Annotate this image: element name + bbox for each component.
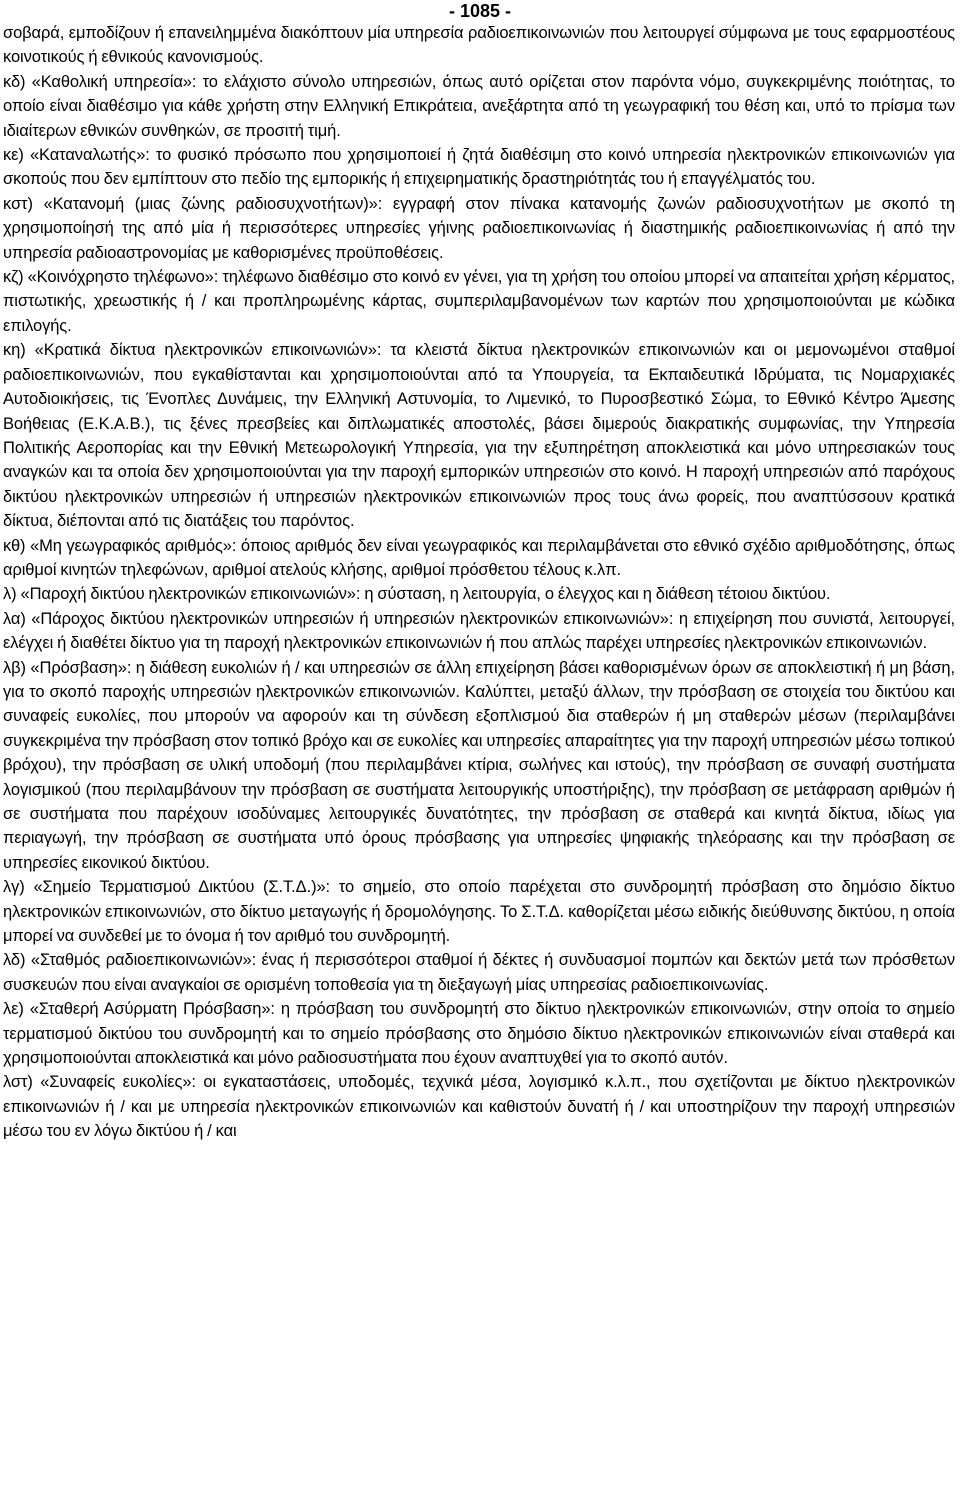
paragraph-kd: κδ) «Καθολική υπηρεσία»: το ελάχιστο σύνολο υπηρεσιών, όπως αυτό ορίζεται στον παρόντα νόμο, συγκεκριμένης ποιότητας, το οποίο είναι διαθέσιμο για κάθε χρήστη στην Ελληνική Επικράτεια, ανεξάρτητα από τη γεωγραφική του θέση και, υπό το πρίσμα των ιδιαίτερων εθνικών συνθηκών, σε προσιτή τιμή.	[3, 72, 955, 140]
paragraph-ld: λδ) «Σταθμός ραδιοεπικοινωνιών»: ένας ή περισσότεροι σταθμοί ή δέκτες ή συνδυασμοί πομπών και δεκτών μετά των πρόσθετων συσκευών που είναι αναγκαίοι σε ορισμένη τοποθεσία για τη διεξαγωγή μίας υπηρεσίας ραδιοεπικοινωνίας.	[3, 951, 955, 994]
paragraph-lb: λβ) «Πρόσβαση»: η διάθεση ευκολιών ή / και υπηρεσιών σε άλλη επιχείρηση βάσει καθορισμένων όρων σε αποκλειστική ή μη βάση, για το σκοπό παροχής υπηρεσιών ηλεκτρονικών επικοινωνιών. Καλύπτει, μεταξύ άλλων, την πρόσβαση σε στοιχεία του δικτύου και συναφείς ευκολίες, που μπορούν να αφορούν και τη σύνδεση εξοπλισμού δια σταθερών ή μη σταθερών μέσων (περιλαμβάνει συγκεκριμένα την πρόσβαση στον τοπικό βρόχο και σε ευκολίες και υπηρεσίες απαραίτητες για την παροχή υπηρεσιών μέσω τοπικού βρόχου), την πρόσβαση σε υλική υποδομή (που περιλαμβάνει κτίρια, σωλήνες και ιστούς), την πρόσβαση σε συναφή συστήματα λογισμικού (που περιλαμβάνουν την πρόσβαση σε συστήματα λειτουργικής υποστήριξης), την πρόσβαση σε μετάφραση αριθμών ή σε συστήματα που παρέχουν ισοδύναμες λειτουργικές δυνατότητες, την πρόσβαση σε σταθερά και κινητά δίκτυα, ιδίως για περιαγωγή, την πρόσβαση σε συστήματα υπό όρους πρόσβασης για υπηρεσίες ψηφιακής τηλεόρασης και την πρόσβαση σε υπηρεσίες εικονικού δικτύου.	[3, 658, 955, 872]
paragraph-kz: κζ) «Κοινόχρηστο τηλέφωνο»: τηλέφωνο διαθέσιμο στο κοινό εν γένει, για τη χρήση του οποίου μπορεί να απαιτείται χρήση κέρματος, πιστωτικής, χρεωστικής ή / και προπληρωμένης κάρτας, συμπεριλαμβανομένων των καρτών που χρησιμοποιούνται με κώδικα επιλογής.	[3, 268, 955, 335]
page-number: - 1085 -	[448, 1, 512, 21]
paragraph-continued: σοβαρά, εμποδίζουν ή επανειλημμένα διακόπτουν μία υπηρεσία ραδιοεπικοινωνιών που λειτουργεί σύμφωνα με τους εφαρμοστέους κοινοτικούς ή εθνικούς κανονισμούς.	[3, 24, 955, 67]
paragraph-lst: λστ) «Συναφείς ευκολίες»: οι εγκαταστάσεις, υποδομές, τεχνικά μέσα, λογισμικό κ.λ.π., που σχετίζονται με δίκτυο ηλεκτρονικών επικοινωνιών ή / και με υπηρεσία ηλεκτρονικών επικοινωνιών και καθιστούν δυνατή ή / και υποστηρίζουν την παροχή υπηρεσιών μέσω του εν λόγω δικτύου ή / και	[3, 1073, 955, 1141]
paragraph-la: λα) «Πάροχος δικτύου ηλεκτρονικών υπηρεσιών ή υπηρεσιών ηλεκτρονικών επικοινωνιών»: η επιχείρηση που συνιστά, λειτουργεί, ελέγχει ή διαθέτει δίκτυο για τη παροχή ηλεκτρονικών επικοινωνιών ή που απλώς παρέχει υπηρεσίες ηλεκτρονικών επικοινωνιών.	[3, 609, 955, 653]
body-text	[3, 21, 955, 1144]
paragraph-le: λε) «Σταθερή Ασύρματη Πρόσβαση»: η πρόσβαση του συνδρομητή στο δίκτυο ηλεκτρονικών επικοινωνιών, στην οποία το σημείο τερματισμού δικτύου του συνδρομητή και το σημείο πρόσβασης στο δημόσιο δίκτυο ηλεκτρονικών επικοινωνιών είναι σταθερά και χρησιμοποιούνται αποκλειστικά και μόνο ραδιοσυστήματα που έχουν αναπτυχθεί για το σκοπό αυτόν.	[3, 1000, 955, 1068]
paragraph-lg: λγ) «Σημείο Τερματισμού Δικτύου (Σ.Τ.Δ.)»: το σημείο, στο οποίο παρέχεται στο συνδρομητή πρόσβαση στο δημόσιο δίκτυο ηλεκτρονικών επικοινωνιών, στο δίκτυο μεταγωγής ή δρομολόγησης. Το Σ.Τ.Δ. καθορίζεται μέσω ειδικής διεύθυνσης δικτύου, η οποία μπορεί να συνδεθεί με το όνομα ή τον αριθμό του συνδρομητή.	[3, 878, 955, 946]
paragraph-ke: κε) «Καταναλωτής»: το φυσικό πρόσωπο που χρησιμοποιεί ή ζητά διαθέσιμη στο κοινό υπηρεσία ηλεκτρονικών επικοινωνιών για σκοπούς που δεν εμπίπτουν στο πεδίο της εμπορικής ή επιχειρηματικής δραστηριότητάς του ή επαγγέλματός του.	[3, 146, 955, 189]
paragraph-l: λ) «Παροχή δικτύου ηλεκτρονικών επικοινωνιών»: η σύσταση, η λειτουργία, ο έλεγχος και η διάθεση τέτοιου δικτύου.	[3, 585, 831, 604]
paragraph-kh: κη) «Κρατικά δίκτυα ηλεκτρονικών επικοινωνιών»: τα κλειστά δίκτυα ηλεκτρονικών επικοινωνιών και οι μεμονωμένοι σταθμοί ραδιοεπικοινωνιών, που εγκαθίστανται και χρησιμοποιούνται από τα Υπουργεία, τα Εκπαιδευτικά Ιδρύματα, τις Νομαρχιακές Αυτοδιοικήσεις, τις Ένοπλες Δυνάμεις, την Ελληνική Αστυνομία, το Λιμενικό, το Πυροσβεστικό Σώμα, το Εθνικό Κέντρο Άμεσης Βοήθειας (Ε.Κ.Α.Β.), τις ξένες πρεσβείες και διπλωματικές αποστολές, βάσει διμερούς διακρατικής συμφωνίας, την Υπηρεσία Πολιτικής Αεροπορίας και την Εθνική Μετεωρολογική Υπηρεσία, για την εξυπηρέτηση αποκλειστικά και μόνο υπηρεσιακών τους αναγκών και τα οποία δεν χρησιμοποιούνται για την παροχή εμπορικών υπηρεσιών στο κοινό. Η παροχή υπηρεσιών από παρόχους δικτύου ηλεκτρονικών υπηρεσιών ή υπηρεσιών ηλεκτρονικών επικοινωνιών προς τους άνω φορείς, που αναπτύσσουν κρατικά δίκτυα, διέπονται από τις διατάξεις του παρόντος.	[3, 341, 955, 531]
paragraph-kth: κθ) «Μη γεωγραφικός αριθμός»: όποιος αριθμός δεν είναι γεωγραφικός και περιλαμβάνεται στο εθνικό σχέδιο αριθμοδότησης, όπως αριθμοί κινητών τηλεφώνων, αριθμοί ατελούς κλήσης, αριθμοί πρόσθετου τέλους κ.λπ.	[3, 536, 955, 579]
paragraph-kst: κστ) «Κατανομή (μιας ζώνης ραδιοσυχνοτήτων)»: εγγραφή στον πίνακα κατανομής ζωνών ραδιοσυχνοτήτων με σκοπό τη χρησιμοποίησή της από μία ή περισσότερες υπηρεσίες γήινης ραδιοεπικοινωνίας ή διαστημικής ραδιοεπικοινωνίας ή από την υπηρεσία ραδιοαστρονομίας με καθορισμένες προϋποθέσεις.	[3, 194, 955, 262]
